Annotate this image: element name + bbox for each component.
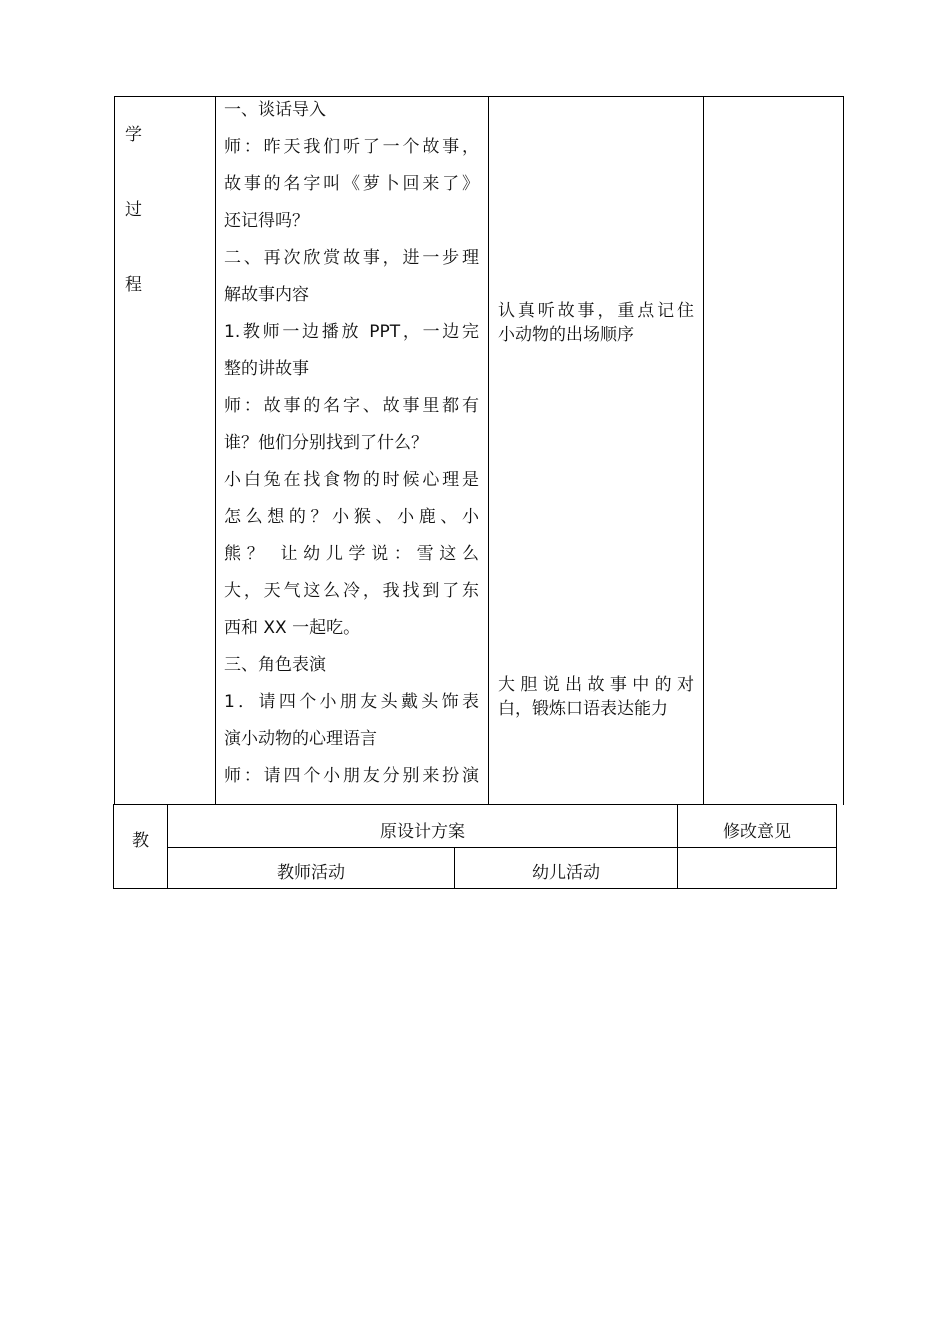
lower-table-right-border <box>836 804 837 889</box>
lower-table-bottom-border <box>113 888 837 889</box>
activity-line: 大，天气这么冷，我找到了东 <box>224 581 479 601</box>
upper-table-right-border <box>843 96 844 805</box>
activity-line: 1．请四个小朋友头戴头饰表 <box>224 692 479 712</box>
lower-table-mid-border <box>167 847 837 848</box>
activity-line: 谁？他们分别找到了什么？ <box>224 433 428 453</box>
upper-table-divider-1 <box>215 96 216 805</box>
child-activity-line: 认真听故事，重点记住 <box>498 301 694 321</box>
activity-line: 三、角色表演 <box>224 655 326 675</box>
lower-left-label: 教 <box>132 831 149 851</box>
activity-line: 演小动物的心理语言 <box>224 729 377 749</box>
left-label-char-3: 程 <box>125 275 142 295</box>
child-activity-line: 小动物的出场顺序 <box>498 325 634 345</box>
left-label-char-2: 过 <box>125 200 142 220</box>
upper-table-left-border <box>114 96 115 805</box>
child-activity-line: 白，锻炼口语表达能力 <box>498 699 668 719</box>
upper-table-divider-3 <box>703 96 704 805</box>
original-plan-header: 原设计方案 <box>380 822 465 842</box>
activity-line: 二、再次欣赏故事，进一步理 <box>224 248 479 268</box>
activity-line: 1.教师一边播放 PPT，一边完 <box>224 322 479 342</box>
activity-line: 解故事内容 <box>224 285 309 305</box>
left-label-char-1: 学 <box>125 125 142 145</box>
activity-line: 还记得吗？ <box>224 211 309 231</box>
activity-line: 怎么想的？小猴、小鹿、小 <box>224 507 479 527</box>
activity-line: 师：请四个小朋友分别来扮演 <box>224 766 479 786</box>
lower-table-top-border <box>113 804 837 805</box>
revision-opinion-header: 修改意见 <box>723 822 791 842</box>
activity-line: 师：昨天我们听了一个故事， <box>224 137 479 157</box>
activity-line: 整的讲故事 <box>224 359 309 379</box>
activity-line: 熊？ 让幼儿学说：雪这么 <box>224 544 479 564</box>
teacher-activity-header: 教师活动 <box>277 863 345 883</box>
child-activity-line: 大胆说出故事中的对 <box>498 675 694 695</box>
child-activity-header: 幼儿活动 <box>532 863 600 883</box>
activity-line: 一、谈话导入 <box>224 100 326 120</box>
activity-line: 师：故事的名字、故事里都有 <box>224 396 479 416</box>
activity-line: 小白兔在找食物的时候心理是 <box>224 470 479 490</box>
activity-line: 故事的名字叫《萝卜回来了》 <box>224 174 479 194</box>
upper-table-divider-2 <box>488 96 489 805</box>
activity-line: 西和 XX 一起吃。 <box>224 618 361 638</box>
